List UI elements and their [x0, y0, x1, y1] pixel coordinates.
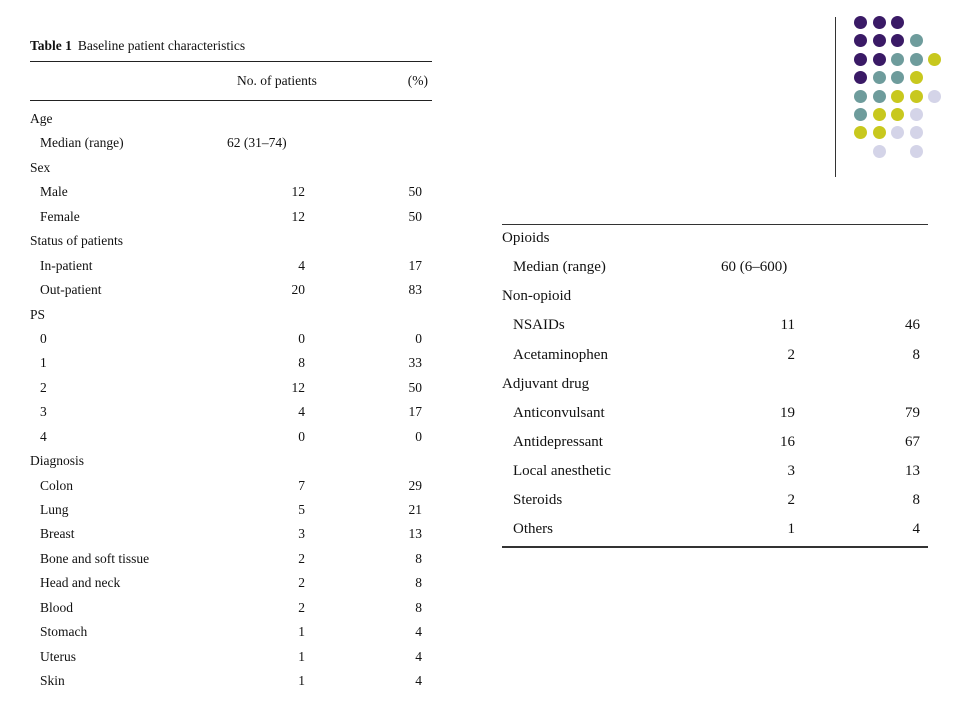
row-percent: 4	[415, 673, 422, 689]
row-count: 16	[780, 433, 795, 450]
row-label: PS	[30, 306, 46, 322]
table-section-heading	[30, 229, 432, 253]
row-percent: 13	[905, 463, 920, 480]
row-label: Lung	[40, 502, 69, 517]
decorative-dot	[873, 145, 886, 158]
table-row	[30, 327, 432, 351]
row-label: Antidepressant	[513, 433, 603, 450]
decorative-dot	[854, 71, 867, 84]
decorative-dot	[928, 53, 941, 66]
row-percent: 83	[408, 282, 422, 298]
table-row	[30, 425, 432, 449]
row-count: 3	[787, 463, 795, 480]
row-label: Median (range)	[513, 259, 606, 276]
row-count: 12	[291, 184, 305, 200]
row-count: 4	[298, 404, 305, 420]
table-row	[30, 205, 432, 229]
decorative-dot	[910, 53, 923, 66]
table-row	[30, 645, 432, 669]
row-count: 12	[291, 379, 305, 395]
table-row	[30, 474, 432, 498]
row-percent: 0	[415, 428, 422, 444]
table-section-heading	[30, 107, 432, 131]
row-count: 7	[298, 477, 305, 493]
decorative-dot	[854, 126, 867, 139]
row-label: 3	[40, 404, 47, 420]
table-row	[30, 254, 432, 278]
row-count: 20	[291, 282, 305, 298]
row-percent: 29	[408, 477, 422, 493]
table1-header-rule	[30, 100, 432, 101]
row-percent: 21	[408, 502, 422, 517]
row-label: Sex	[30, 159, 51, 175]
decorative-dot	[854, 108, 867, 121]
table1-caption: Baseline patient characteristics	[77, 38, 246, 53]
row-label: Stomach	[40, 624, 88, 640]
decorative-dot	[928, 90, 941, 103]
row-label: 1	[40, 355, 47, 371]
row-label: Non-opioid	[502, 288, 572, 305]
decorative-dot	[891, 16, 904, 29]
row-count: 5	[298, 502, 305, 517]
row-count: 2	[298, 599, 305, 615]
table1-col-percent: (%)	[407, 73, 428, 88]
row-count: 19	[780, 404, 795, 421]
table-row	[502, 515, 928, 544]
row-label: Opioids	[502, 230, 550, 246]
row-count: 3	[298, 526, 305, 542]
decorative-dot	[873, 34, 886, 47]
table-row	[502, 311, 928, 340]
table-row	[502, 428, 928, 457]
row-count: 12	[291, 208, 305, 224]
row-label: 2	[40, 379, 47, 395]
row-percent: 13	[408, 526, 422, 542]
decorative-dot	[891, 126, 904, 139]
decorative-dot	[910, 126, 923, 139]
table-row	[30, 180, 432, 204]
row-count: 0	[298, 428, 305, 444]
decorative-dot	[910, 145, 923, 158]
row-label: Diagnosis	[30, 453, 84, 469]
row-label: Others	[513, 521, 553, 538]
row-label: Breast	[40, 526, 75, 542]
decorative-dot	[873, 126, 886, 139]
table-row	[30, 547, 432, 571]
decorative-dot	[891, 71, 904, 84]
row-label: Median (range)	[40, 135, 124, 151]
row-label: Colon	[40, 477, 74, 493]
row-percent: 8	[912, 492, 920, 509]
decorative-dot	[873, 71, 886, 84]
row-label: Uterus	[40, 648, 76, 664]
decorative-dot	[891, 90, 904, 103]
row-label: Male	[40, 184, 68, 200]
decorative-dot	[910, 90, 923, 103]
row-count: 2	[298, 550, 305, 566]
row-count: 4	[298, 257, 305, 273]
row-percent: 17	[408, 404, 422, 420]
table-row	[502, 457, 928, 486]
decorative-dot	[854, 16, 867, 29]
row-label: Bone and soft tissue	[40, 550, 150, 566]
table1-body	[30, 107, 432, 694]
decorative-dot	[873, 53, 886, 66]
table-row	[30, 278, 432, 302]
decorative-dot	[854, 53, 867, 66]
row-label: In-patient	[40, 257, 93, 273]
row-count: 2	[787, 346, 795, 363]
row-percent: 8	[415, 599, 422, 615]
row-percent: 0	[415, 330, 422, 346]
table1-col-count: No. of patients	[237, 73, 317, 88]
row-label: Steroids	[513, 492, 563, 509]
row-percent: 50	[408, 184, 422, 200]
decorative-dot	[910, 34, 923, 47]
row-label: Anticonvulsant	[513, 404, 605, 421]
row-count: 8	[298, 355, 305, 371]
table-section-heading	[30, 303, 432, 327]
row-count: 1	[298, 648, 305, 664]
row-count: 2	[298, 575, 305, 591]
decorative-dot	[873, 108, 886, 121]
table-row	[502, 399, 928, 428]
table-section-heading	[502, 224, 928, 253]
decorative-vertical-line	[835, 17, 836, 177]
row-count: 2	[787, 492, 795, 509]
row-percent: 4	[912, 521, 920, 538]
table-row	[30, 669, 432, 693]
row-label: Blood	[40, 599, 74, 615]
decorative-dot	[873, 90, 886, 103]
row-percent: 50	[408, 208, 422, 224]
table2-bottom-rule	[502, 546, 928, 548]
row-count: 62 (31–74)	[227, 135, 287, 151]
row-percent: 4	[415, 648, 422, 664]
row-percent: 33	[408, 355, 422, 371]
row-count: 60 (6–600)	[721, 259, 788, 276]
table-row	[30, 131, 432, 155]
table-section-heading	[30, 449, 432, 473]
row-label: Acetaminophen	[513, 346, 608, 363]
row-percent: 8	[912, 346, 920, 363]
table-section-heading	[502, 370, 928, 399]
row-percent: 46	[905, 317, 920, 334]
table-row	[30, 596, 432, 620]
decorative-dot	[891, 108, 904, 121]
row-percent: 4	[415, 624, 422, 640]
table-row	[30, 351, 432, 375]
table-row	[30, 498, 432, 522]
table1	[30, 36, 432, 689]
table-row	[30, 400, 432, 424]
decorative-dot	[873, 16, 886, 29]
decorative-dot	[910, 71, 923, 84]
row-label: NSAIDs	[513, 317, 565, 334]
row-percent: 8	[415, 550, 422, 566]
row-label: 4	[40, 428, 47, 444]
decorative-dot	[854, 34, 867, 47]
row-label: Adjuvant drug	[502, 375, 590, 392]
table1-title	[30, 36, 432, 56]
row-count: 1	[298, 624, 305, 640]
row-label: Out-patient	[40, 282, 102, 298]
table-row	[502, 341, 928, 370]
table-row	[30, 571, 432, 595]
table-row	[502, 486, 928, 515]
row-count: 1	[787, 521, 795, 538]
table-row	[30, 522, 432, 546]
row-label: Local anesthetic	[513, 463, 611, 480]
row-percent: 67	[905, 433, 920, 450]
table2-body	[502, 224, 928, 545]
row-label: Status of patients	[30, 233, 123, 249]
table1-header	[30, 73, 432, 93]
row-label: Head and neck	[40, 575, 121, 591]
decorative-dot	[891, 53, 904, 66]
decorative-dot	[910, 108, 923, 121]
row-label: 0	[40, 330, 47, 346]
row-label: Skin	[40, 673, 65, 689]
decorative-dot	[891, 34, 904, 47]
table-row	[30, 376, 432, 400]
table-row	[502, 253, 928, 282]
row-percent: 17	[408, 257, 422, 273]
decorative-dot	[854, 90, 867, 103]
row-count: 1	[298, 673, 305, 689]
table-section-heading	[30, 156, 432, 180]
table1-top-rule	[30, 61, 432, 62]
row-percent: 8	[415, 575, 422, 591]
row-percent: 50	[408, 379, 422, 395]
row-count: 0	[298, 330, 305, 346]
row-label: Female	[40, 208, 80, 224]
row-percent: 79	[905, 404, 920, 421]
row-label: Age	[30, 111, 53, 126]
table-row	[30, 620, 432, 644]
row-count: 11	[780, 317, 795, 334]
table1-label: Table 1	[30, 38, 72, 53]
table-section-heading	[502, 282, 928, 311]
